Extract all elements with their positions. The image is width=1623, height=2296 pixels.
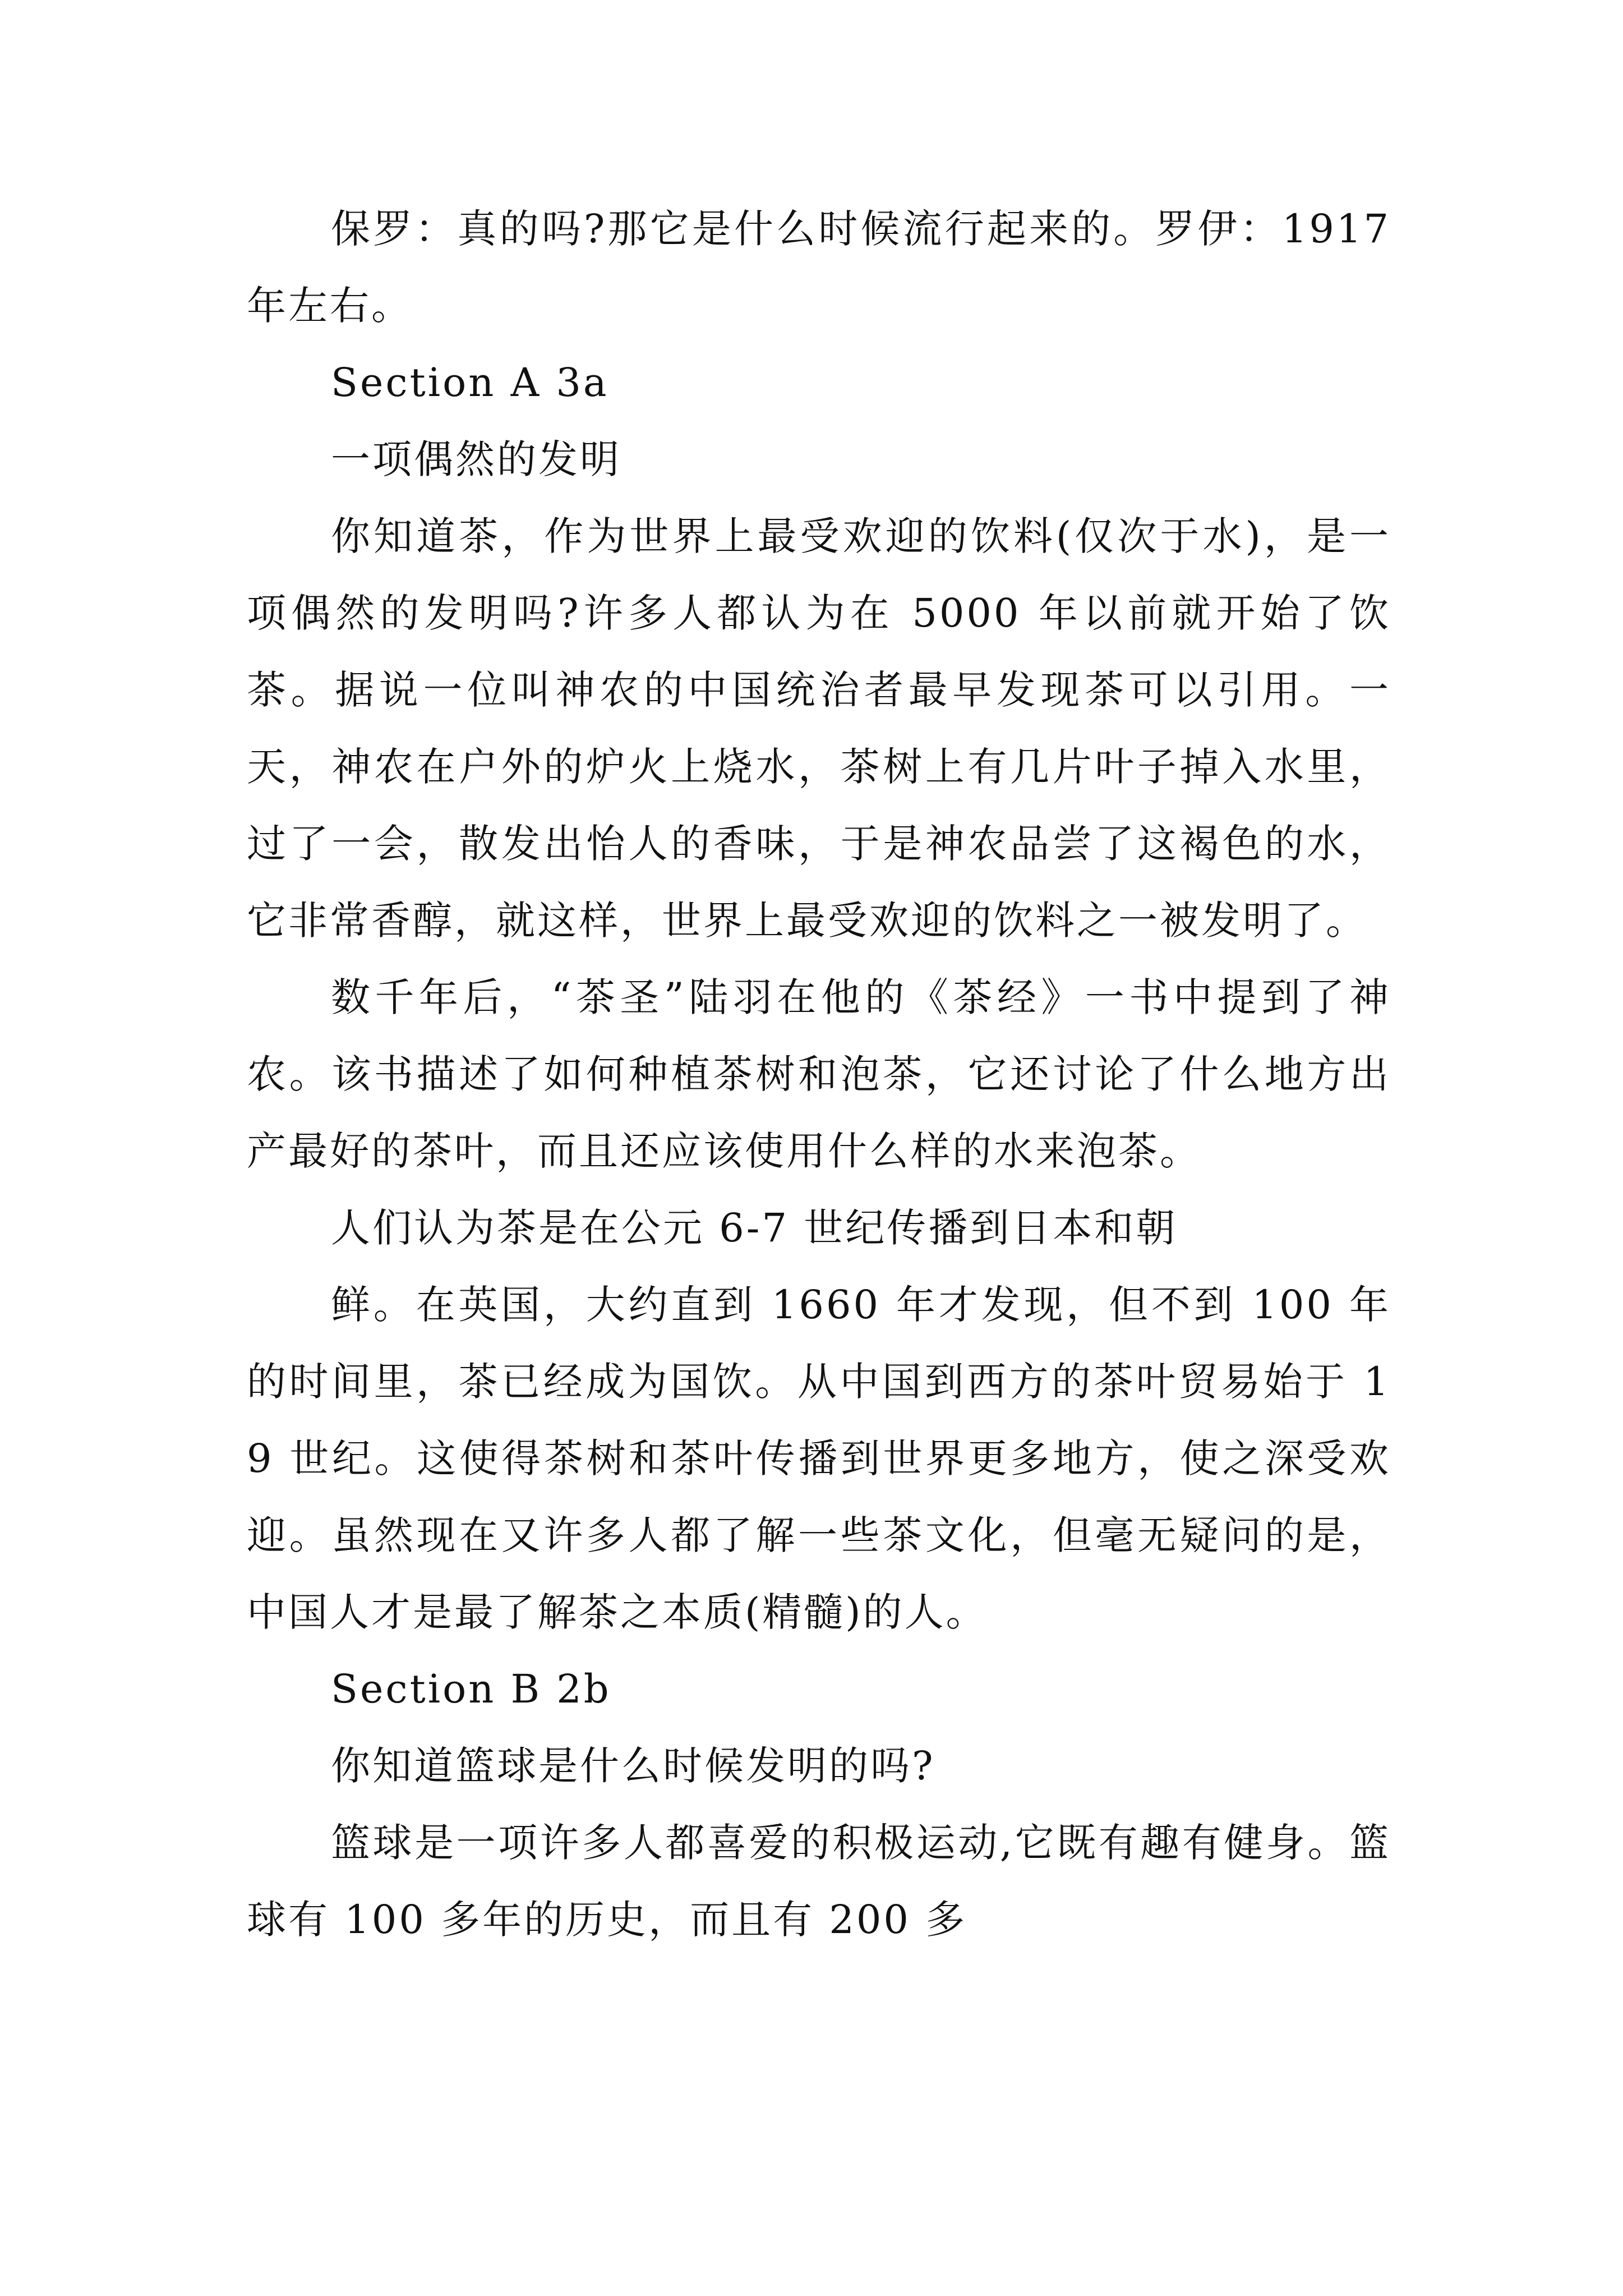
section-heading-a3a: Section A 3a — [331, 360, 609, 406]
paragraph-basketball: 篮球是一项许多人都喜爱的积极运动,它既有趣有健身。篮球有 100 多年的历史，而且有 200 多 — [247, 1820, 1391, 1943]
paragraph-tea-spread: 人们认为茶是在公元 6-7 世纪传播到日本和朝 — [331, 1205, 1178, 1251]
document-body — [247, 191, 1391, 1958]
paragraph-dialogue: 保罗：真的吗?那它是什么时候流行起来的。罗伊：1917 年左右。 — [247, 206, 1391, 329]
article-title-basketball: 你知道篮球是什么时候发明的吗? — [331, 1743, 935, 1789]
paragraph-lu-yu: 数千年后，“茶圣”陆羽在他的《茶经》一书中提到了神农。该书描述了如何种植茶树和泡茶，它还讨论了什么地方出产最好的茶叶，而且还应该使用什么样的水来泡茶。 — [247, 974, 1391, 1174]
article-title: 一项偶然的发明 — [331, 436, 621, 482]
paragraph-tea-britain: 鲜。在英国，大约直到 1660 年才发现，但不到 100 年的时间里，茶已经成为国饮。从中国到西方的茶叶贸易始于 19 世纪。这使得茶树和茶叶传播到世界更多地方，使之深受欢迎。虽然现在又许多人都了解一些茶文化，但毫无疑问的是，中国人才是最了解茶之本质(精髓)的人。 — [247, 1282, 1391, 1635]
paragraph-tea-invention: 你知道茶，作为世界上最受欢迎的饮料(仅次于水)，是一项偶然的发明吗?许多人都认为在 5000 年以前就开始了饮茶。据说一位叫神农的中国统治者最早发现茶可以引用。一天，神农在户外的炉火上烧水，茶树上有几片叶子掉入水里，过了一会，散发出怡人的香味，于是神农品尝了这褐色的水，它非常香醇，就这样，世界上最受欢迎的饮料之一被发明了。 — [247, 513, 1391, 944]
section-heading-b2b: Section B 2b — [331, 1666, 611, 1712]
